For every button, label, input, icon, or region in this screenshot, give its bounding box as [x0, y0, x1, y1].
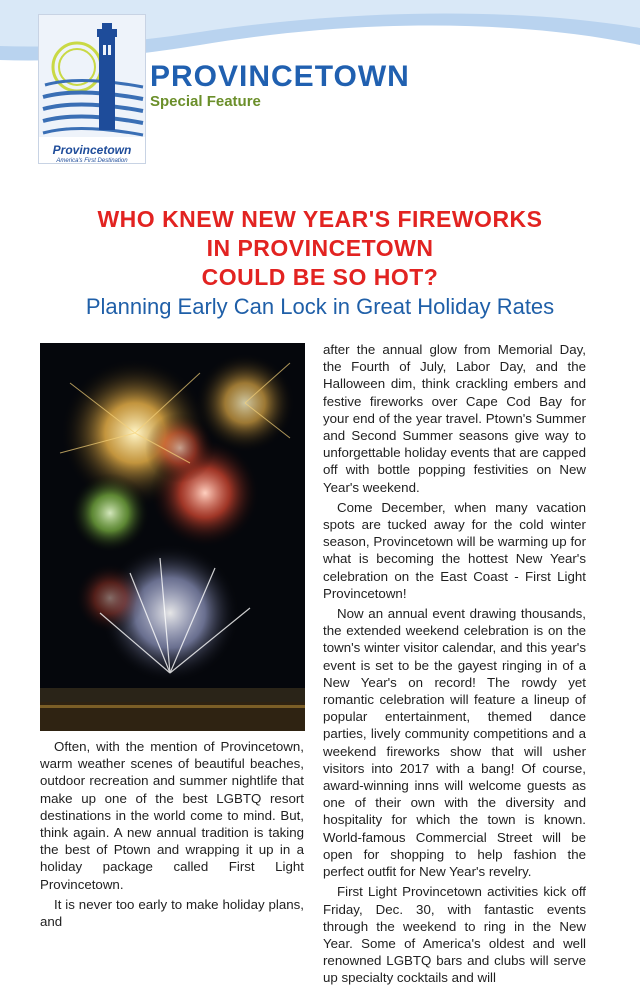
- article-paragraph: after the annual glow from Memorial Day, the Fourth of July, Labor Day, and the Halloween dim, think crackling embers and festive fireworks over Cape Cod Bay for your end of the year travel. Ptown's Summer and Second Summer seasons give way to unforgettable holiday events that are capped off with bottle popping festivities on New Year's weekend.: [323, 342, 586, 495]
- article-subheadline: Planning Early Can Lock in Great Holiday Rates: [85, 294, 555, 319]
- article-left-column: [40, 738, 304, 933]
- article-paragraph: First Light Provincetown activities kick off Friday, Dec. 30, with fantastic events through the weekend to ring in the New Year. Some of America's oldest and well renowned LGBTQ bars and clubs will serve up specialty cocktails and will: [323, 884, 586, 986]
- article-paragraph: It is never too early to make holiday plans, and: [40, 896, 304, 930]
- article-headline: [0, 205, 640, 292]
- logo-tagline: America's First Destination: [56, 158, 128, 164]
- headline-line: COULD BE SO HOT?: [201, 264, 439, 290]
- brand-title: PROVINCETOWN: [150, 60, 410, 93]
- article-paragraph: Now an annual event drawing thousands, the extended weekend celebration is on the town's winter visitor calendar, and this year's event is set to be the gayest ringing in of a New Year's on record! The rowdy yet romantic celebration will feature a lineup of popular entertainment, themed dance parties, lively community competitions and a weekend fireworks show that will usher visitors into 2017 with a bang! Of course, award-winning inns will welcome guests as one of their own with the diversity and hospitality for which the town is known. World-famous Commercial Street will be open for shopping to help fashion the perfect outfit for New Year's revelry.: [323, 606, 586, 880]
- monument-logo-icon: [39, 15, 146, 164]
- article-paragraph: Come December, when many vacation spots are tucked away for the cold winter season, Provincetown will be warming up for what is becoming the hottest New Year's celebration on the East Coast - First Light Provincetown!: [323, 499, 586, 601]
- article-paragraph: Often, with the mention of Provincetown, warm weather scenes of beautiful beaches, outdoor recreation and summer nightlife that make up one of the best LGBTQ resort destinations in the world come to mind. But, think again. A new annual tradition is taking the best of Ptown and wrapping it up in a holiday package called First Light Provincetown.: [40, 739, 304, 892]
- provincetown-logo: [38, 14, 146, 164]
- section-label: Special Feature: [150, 93, 261, 110]
- headline-line: WHO KNEW NEW YEAR'S FIREWORKS: [97, 206, 543, 232]
- fireworks-image: [40, 343, 305, 731]
- fireworks-photo: [40, 343, 305, 731]
- headline-line: IN PROVINCETOWN: [206, 235, 434, 261]
- logo-name: Provincetown: [52, 143, 132, 157]
- article-right-column: [323, 341, 586, 990]
